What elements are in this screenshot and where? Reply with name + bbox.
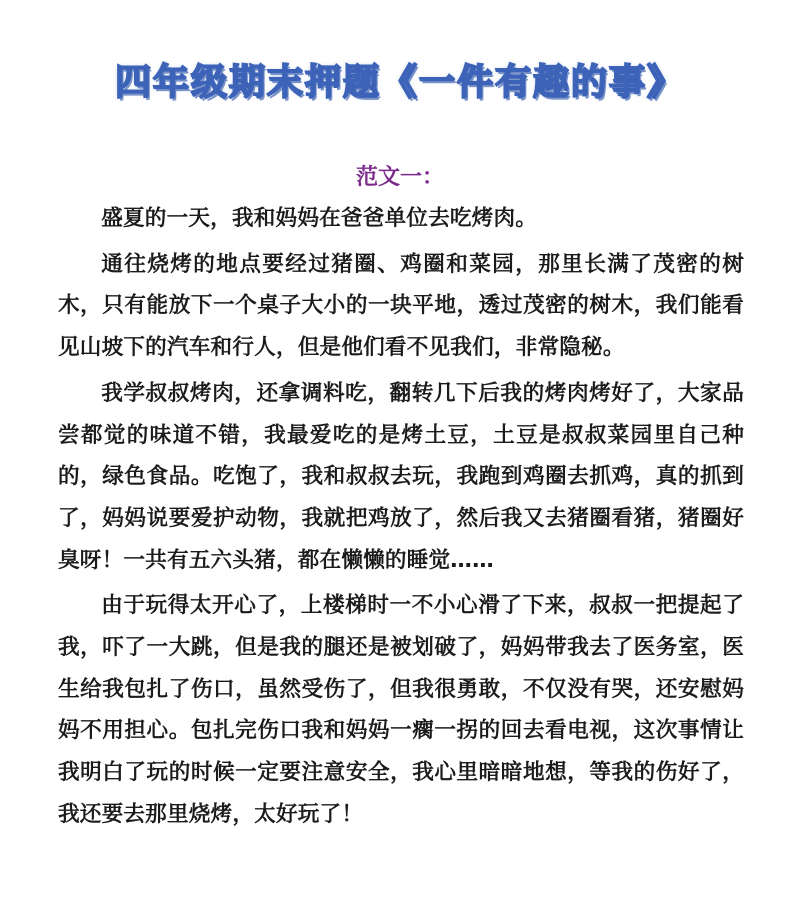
page-title: 四年级期末押题《一件有趣的事》 (114, 62, 685, 103)
essay-paragraph: 通往烧烤的地点要经过猪圈、鸡圈和菜园，那里长满了茂密的树木，只有能放下一个桌子大小的一块平地，透过茂密的树木，我们能看见山坡下的汽车和行人，但是他们看不见我们，非常隐秘。 (58, 251, 744, 361)
essay-paragraph: 我学叔叔烤肉，还拿调料吃，翻转几下后我的烤肉烤好了，大家品尝都觉的味道不错，我最爱吃的是烤土豆，土豆是叔叔菜园里自己种的，绿色食品。吃饱了，我和叔叔去玩，我跑到鸡圈去抓鸡，真的抓到了，妈妈说要爱护动物，我就把鸡放了，然后我又去猪圈看猪，猪圈好臭呀！一共有五六头猪，都在懒懒的睡觉…… (58, 380, 744, 573)
essay-body (58, 198, 744, 840)
section-subtitle: 范文一： (355, 165, 444, 190)
essay-paragraph: 盛夏的一天，我和妈妈在爸爸单位去吃烤肉。 (101, 206, 538, 231)
essay-paragraph: 由于玩得太开心了，上楼梯时一不小心滑了下来，叔叔一把提起了我，吓了一大跳，但是我的腿还是被划破了，妈妈带我去了医务室，医生给我包扎了伤口，虽然受伤了，但我很勇敢，不仅没有哭，还安慰妈妈不用担心。包扎完伤口我和妈妈一瘸一拐的回去看电视，这次事情让我明白了玩的时候一定要注意安全，我心里暗暗地想，等我的伤好了，我还要去那里烧烤，太好玩了！ (58, 593, 744, 827)
